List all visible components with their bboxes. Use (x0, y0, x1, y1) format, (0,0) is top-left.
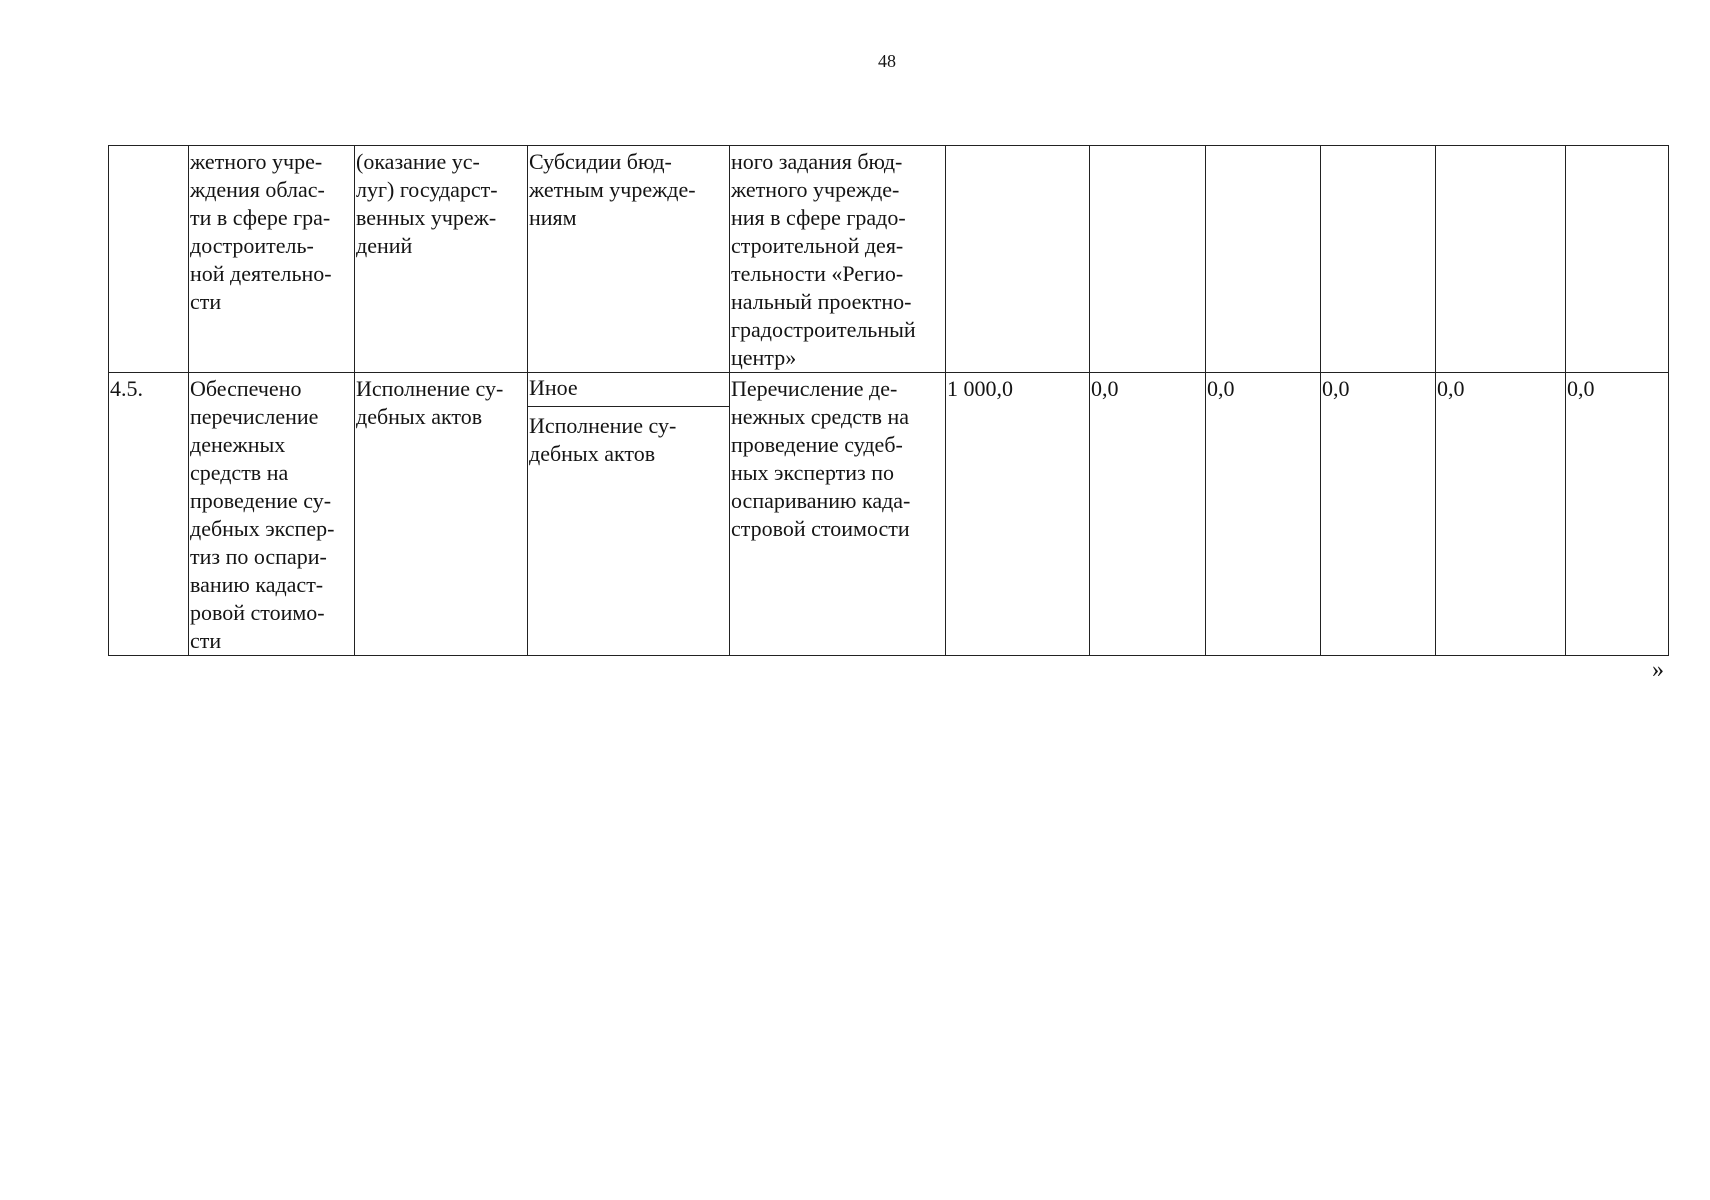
cell-value-3 (1321, 146, 1436, 373)
budget-table (108, 145, 1669, 656)
cell-number: 4.5. (109, 373, 189, 656)
cell-direction: Исполнение су- дебных актов (355, 373, 528, 656)
table-row-4-5 (109, 373, 1669, 656)
cell-value-5 (1566, 146, 1669, 373)
cell-value-2: 0,0 (1206, 373, 1321, 656)
cell-expense-type-bottom: Исполнение су- дебных актов (529, 413, 677, 466)
cell-value-1 (1090, 146, 1206, 373)
cell-direction: (оказание ус- луг) государст- венных учреж- дений (355, 146, 528, 373)
cell-value-4: 0,0 (1436, 373, 1566, 656)
cell-value-1: 0,0 (1090, 373, 1206, 656)
closing-quote: » (1652, 657, 1664, 683)
cell-value-2 (1206, 146, 1321, 373)
cell-result: Обеспечено перечисление денежных средств на проведение су- дебных экспер- тиз по оспари- ванию кадаст- ровой стоимо- сти (189, 373, 355, 656)
cell-expense-type: Субсидии бюд- жетным учрежде- ниям (528, 146, 730, 373)
cell-expense-type (528, 373, 730, 656)
cell-expense-type-top: Иное (528, 373, 729, 407)
cell-description: Перечисление де- нежных средств на проведение судеб- ных экспертиз по оспариванию када- стровой стоимости (730, 373, 946, 656)
cell-number (109, 146, 189, 373)
cell-description: ного задания бюд- жетного учрежде- ния в сфере градо- строительной дея- тельности «Регио- нальный проектно- градостроительный центр» (730, 146, 946, 373)
cell-amount (946, 146, 1090, 373)
cell-value-4 (1436, 146, 1566, 373)
cell-result: жетного учре- ждения облас- ти в сфере гра- достроитель- ной деятельно- сти (189, 146, 355, 373)
table-row-continuation (109, 146, 1669, 373)
cell-value-3: 0,0 (1321, 373, 1436, 656)
page-number: 48 (878, 51, 896, 71)
cell-value-5: 0,0 (1566, 373, 1669, 656)
cell-amount: 1 000,0 (946, 373, 1090, 656)
